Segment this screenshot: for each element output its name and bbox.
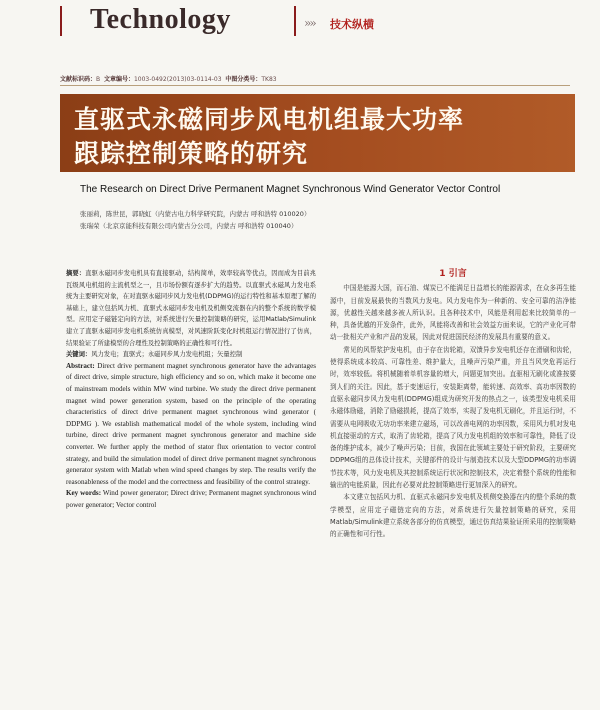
english-title: The Research on Direct Drive Permanent Magnet Synchronous Wind Generator Vector Control [80, 184, 501, 195]
body-column [330, 268, 576, 541]
author-block [80, 208, 580, 232]
body-paragraph: 常见的风帮浆护发电机，由于存在齿轮箱，双馈异步发电机还存在滑刷和齿轮，使得系统成本较高、可靠性差、维护量大，且噪声污染严重，并且当风突危再运行时，效率较低。将机械随着单机容量的增大，问题更加突出。直驱相无刷化或准按要到人们的关注。因此，基于变速运行，安装距离带，能转速、高效率、高功率因数的直驱永磁同步风力发电机(DDPMG)组成为研究开发的热点之一，该类型发电机采用永磁体励磁，消除了励磁损耗，提高了效率，实现了发电机无刷化，并且运行时，不需要从电网吸收无功功率来建立磁场，可以改善电网的功率因数，采用风力机对发电机直接驱动的方式，取消了齿轮箱，提高了风力发电机组的效率和可靠性，降低了设备的维护成本，减少了噪声污染；目前，我国在此领域主要处于研究阶段，主要研究DDPMG组的总体设计技术，关键部件的设计与制造技术以及大型DDPMG的功率调节技术等，风力发电机及其控制系统运行状况和控制技术，决定着整个系统的性能和输出的电能质量，因此有必要对此控制策略进行更加深入的研究。 [330, 345, 576, 490]
double-chevron-icon: »» [304, 16, 315, 30]
title-band [60, 94, 575, 172]
abstract-en: Abstract: Direct drive permanent magnet synchronous generator have the advantages of direct drive, simple structure, high efficiency and so on, which make it become one of mainstream models within MW wind turbine. We study the direct drive permanent magnet wind power generation system, based on the principle of the operating characteristics of direct drive permanent magnet synchronous wind generator ( DDPMG ). We establish mathematical model of the whole system, including wind turbine, direct drive permanent magnet synchronous generator and machine side converter. We further apply the method of stator flux orientation to vector control strategy, and build the simulation model of direct drive permanent magnet synchronous generator system with Matlab when wind speed changes by step. The results verify the reasonableness of the model and the correctness and feasibility of the control strategy. [66, 361, 316, 486]
author-line: 张丽莉，陈世昆，郭晓虹（内蒙古电力科学研究院，内蒙古 呼和浩特 010020） [80, 210, 311, 218]
journal-logo: Technology [90, 4, 231, 35]
body-paragraph: 中国是能源大国，而石油、煤炭已不能满足日益增长的能源需求，在众多再生能源中，目前发展最快的当数风力发电。风力发电作为一种新的、安全可靠的洁净能源，优越性关越来越多被人所认识。且各种技术中，风能是利用起来比较简单的一种，具备优越的开发条件，此外，风能将改善和社会效益方面来说，它的产业化可带动一批相关产业和产品的发展，因此对促进国民经济的发展具有重要的意义。 [330, 284, 576, 342]
article-title-line1: 直驱式永磁同步风电机组最大功率 [74, 105, 465, 134]
journal-header [60, 4, 380, 40]
keywords-zh: 关键词：风力发电；直驱式；永磁同步风力发电机组；矢量控制 [66, 351, 243, 359]
article-title-line2: 跟踪控制策略的研究 [74, 139, 309, 168]
keywords-en: Key words: Wind power generator; Direct drive; Permanent magnet synchronous wind power generator; Vector control [66, 489, 316, 509]
article-meta: 文献标识码：B 文章编号：1003-0492(2013)03-0114-03 中图分类号：TK83 [60, 74, 570, 86]
abstract-column [66, 268, 316, 511]
body-paragraph: 本文建立包括风力机、直驱式永磁同步发电机及机侧变换器在内的整个系统的数学模型，应用定子磁链定向的方法，对系统进行矢量控制策略的研究，采用Matlab/Simulink建立系统各部分的仿真模型，通过仿真结果验证所采用的控制策略的正确性和可行性。 [330, 493, 576, 539]
abstract-zh: 摘要：直驱永磁同步发电机具有直接驱动，结构简单，效率较高等优点，因而成为目前兆瓦级风电机组的主流机型之一，且市场份额有逐步扩大的趋势。以直驱式永磁风力发电系统为主要研究对象，在对直驱永磁同步风力发电机(DDPMG)的运行特性和基本原理了解的基础上，建立包括风力机、直驱式永磁同步发电机及机侧变流器在内的整个系统的数学模型。应用定子磁链定向的方法，对系统进行矢量控制策略的研究，运用Matlab/Simulink建立了直驱永磁同步发电机系统仿真模型，对风速阶跃变化时机组运行情况进行了仿真，结果验证了所建模型的合理性及控制策略的正确性和可行性。 [66, 270, 317, 347]
section-label: 技术纵横 [330, 18, 374, 31]
author-line: 张瑞荣（北京京能科技有限公司内蒙古分公司，内蒙古 呼和浩特 010040） [80, 222, 298, 230]
section-heading: 1 引言 [439, 269, 467, 279]
